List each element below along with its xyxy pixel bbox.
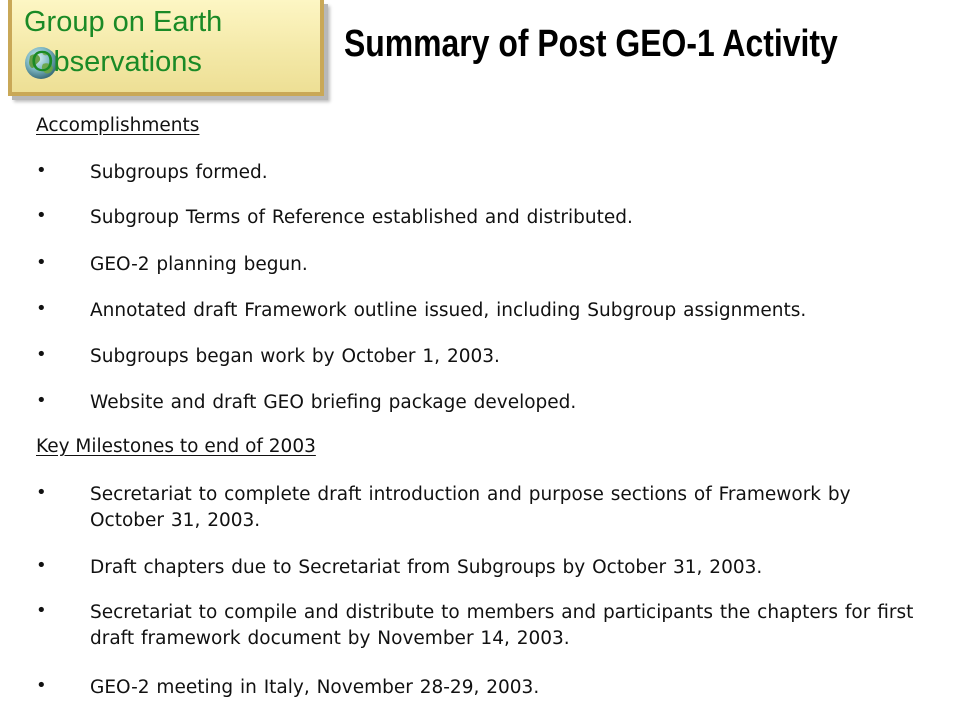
list-item-text: Subgroups formed. [90, 162, 268, 183]
list-item [36, 482, 916, 534]
bullet-marker: • [36, 205, 47, 226]
list-item-text: Subgroup Terms of Reference established and distributed. [90, 207, 633, 228]
bullet-marker: • [36, 344, 47, 365]
bullet-marker: • [36, 298, 47, 319]
list-item [36, 390, 916, 416]
list-item [36, 555, 916, 581]
list-item-text: Subgroups began work by October 1, 2003. [90, 346, 500, 367]
list-item-text: GEO-2 meeting in Italy, November 28-29, 2003. [90, 677, 540, 698]
list-item-text: GEO-2 planning begun. [90, 254, 308, 275]
section-heading-key-milestones: Key Milestones to end of 2003 [36, 436, 316, 457]
bullet-marker: • [36, 555, 47, 576]
list-item [36, 252, 916, 278]
bullet-marker: • [36, 600, 47, 621]
list-item-text: Draft chapters due to Secretariat from Subgroups by October 31, 2003. [90, 557, 763, 578]
list-item [36, 600, 916, 652]
bullet-marker: • [36, 252, 47, 273]
list-item-text: Secretariat to compile and distribute to members and participants the chapters for first draft framework document by November 14, 2003. [90, 602, 914, 649]
list-item [36, 205, 916, 231]
logo-line-2: Observations [31, 46, 202, 78]
bullet-marker: • [36, 390, 47, 411]
bullet-marker: • [36, 675, 47, 696]
list-item-text: Secretariat to complete draft introduction and purpose sections of Framework by October 31, 2003. [90, 484, 851, 531]
bullet-marker: • [36, 160, 47, 181]
geo-logo [8, 0, 324, 96]
list-item-text: Website and draft GEO briefing package developed. [90, 392, 577, 413]
list-item [36, 675, 916, 701]
bullet-marker: • [36, 482, 47, 503]
logo-line-1: Group on Earth [24, 6, 223, 38]
slide-title: Summary of Post GEO-1 Activity [344, 23, 838, 65]
list-item [36, 160, 916, 186]
list-item [36, 344, 916, 370]
list-item-text: Annotated draft Framework outline issued, including Subgroup assignments. [90, 300, 807, 321]
section-heading-accomplishments: Accomplishments [36, 115, 200, 136]
list-item [36, 298, 916, 324]
